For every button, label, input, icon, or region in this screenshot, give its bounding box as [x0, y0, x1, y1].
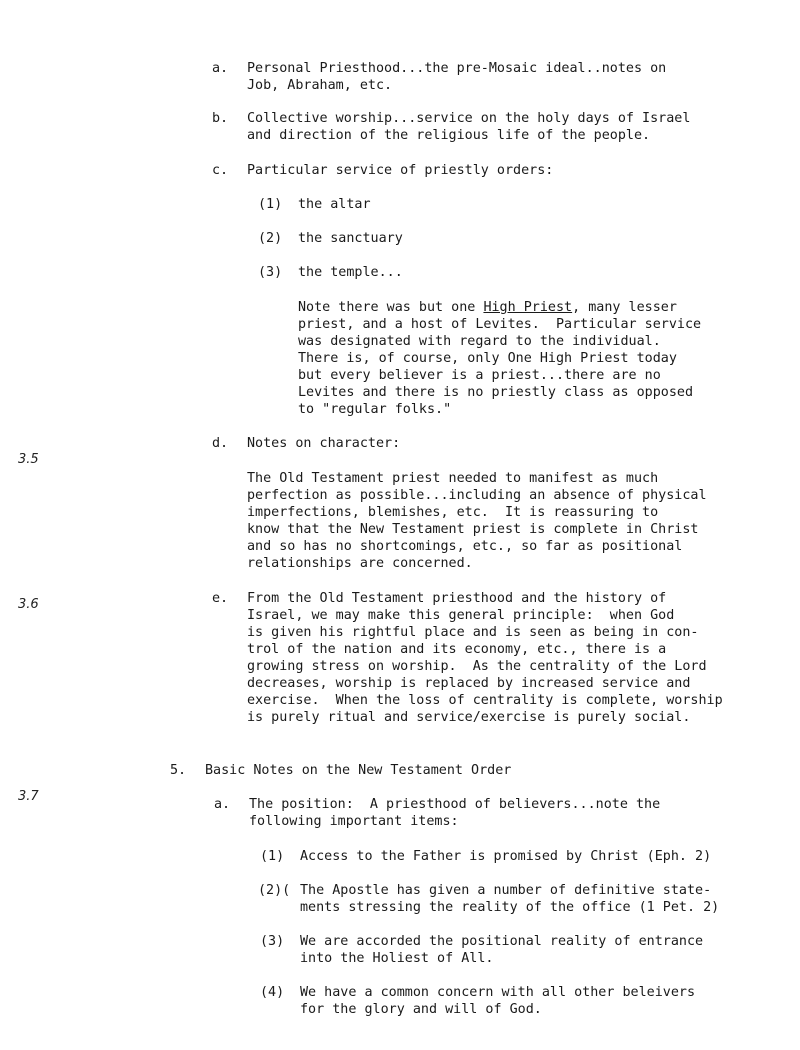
item-c-line: Particular service of priestly orders: [247, 163, 554, 178]
subitem-marker: (3) [260, 934, 285, 949]
note-line: but every believer is a priest...there are no [298, 368, 661, 383]
subitem-text: Access to the Father is promised by Christ (Eph. 2) [300, 849, 712, 864]
margin-number: 3.7 [18, 789, 39, 804]
item-e-line: is purely ritual and service/exercise is purely social. [247, 710, 691, 725]
subitem-marker: (2)( [258, 883, 291, 898]
subitem-text: into the Holiest of All. [300, 951, 494, 966]
item-e-line: is given his rightful place and is seen as being in con- [247, 625, 699, 640]
item-d-para: The Old Testament priest needed to manifest as much [247, 471, 659, 486]
note-text: Note there was but one [298, 300, 484, 315]
item-e-line: trol of the nation and its economy, etc., there is a [247, 642, 667, 657]
item-marker: e. [212, 591, 229, 606]
item-a-line: Personal Priesthood...the pre-Mosaic ideal..notes on [247, 61, 667, 76]
item-b-line: and direction of the religious life of the people. [247, 128, 651, 143]
note-line: Levites and there is no priestly class as opposed [298, 385, 694, 400]
item-d-para: and so has no shortcomings, etc., so far as positional [247, 539, 683, 554]
item-d-para: know that the New Testament priest is complete in Christ [247, 522, 699, 537]
subitem-text: for the glory and will of God. [300, 1002, 542, 1017]
section5-a-line: following important items: [249, 814, 459, 829]
item-marker: a. [214, 797, 231, 812]
item-marker: b. [212, 111, 229, 126]
item-d-para: relationships are concerned. [247, 556, 473, 571]
item-b-line: Collective worship...service on the holy days of Israel [247, 111, 691, 126]
subitem-text: the temple... [298, 265, 403, 280]
item-e-line: From the Old Testament priesthood and the history of [247, 591, 667, 606]
item-marker: a. [212, 61, 229, 76]
subitem-text: the altar [298, 197, 371, 212]
section-title: Basic Notes on the New Testament Order [205, 763, 512, 778]
item-e-line: growing stress on worship. As the centrality of the Lord [247, 659, 707, 674]
subitem-marker: (1) [258, 197, 283, 212]
section-number: 5. [170, 763, 187, 778]
item-d-para: imperfections, blemishes, etc. It is reassuring to [247, 505, 659, 520]
subitem-text: We have a common concern with all other beleivers [300, 985, 696, 1000]
subitem-text: the sanctuary [298, 231, 403, 246]
item-marker: c. [212, 163, 229, 178]
subitem-marker: (3) [258, 265, 283, 280]
note-line: was designated with regard to the individual. [298, 334, 661, 349]
note-line: to "regular folks." [298, 402, 452, 417]
item-d-para: perfection as possible...including an absence of physical [247, 488, 707, 503]
subitem-text: We are accorded the positional reality of entrance [300, 934, 704, 949]
subitem-marker: (1) [260, 849, 285, 864]
note-line: priest, and a host of Levites. Particular service [298, 317, 702, 332]
section5-a-line: The position: A priesthood of believers...note the [249, 797, 661, 812]
item-marker: d. [212, 436, 229, 451]
subitem-text: ments stressing the reality of the office (1 Pet. 2) [300, 900, 720, 915]
item-d-line: Notes on character: [247, 436, 401, 451]
item-e-line: Israel, we may make this general principle: when God [247, 608, 675, 623]
note-text: , many lesser [572, 300, 677, 315]
note-line [298, 299, 677, 316]
note-line: There is, of course, only One High Priest today [298, 351, 677, 366]
subitem-marker: (4) [260, 985, 285, 1000]
margin-number: 3.6 [18, 597, 39, 612]
subitem-marker: (2) [258, 231, 283, 246]
underlined-term: High Priest [483, 300, 573, 315]
margin-number: 3.5 [18, 452, 39, 467]
item-e-line: exercise. When the loss of centrality is complete, worship [247, 693, 723, 708]
subitem-text: The Apostle has given a number of definitive state- [300, 883, 712, 898]
item-e-line: decreases, worship is replaced by increased service and [247, 676, 691, 691]
item-a-line: Job, Abraham, etc. [247, 78, 393, 93]
